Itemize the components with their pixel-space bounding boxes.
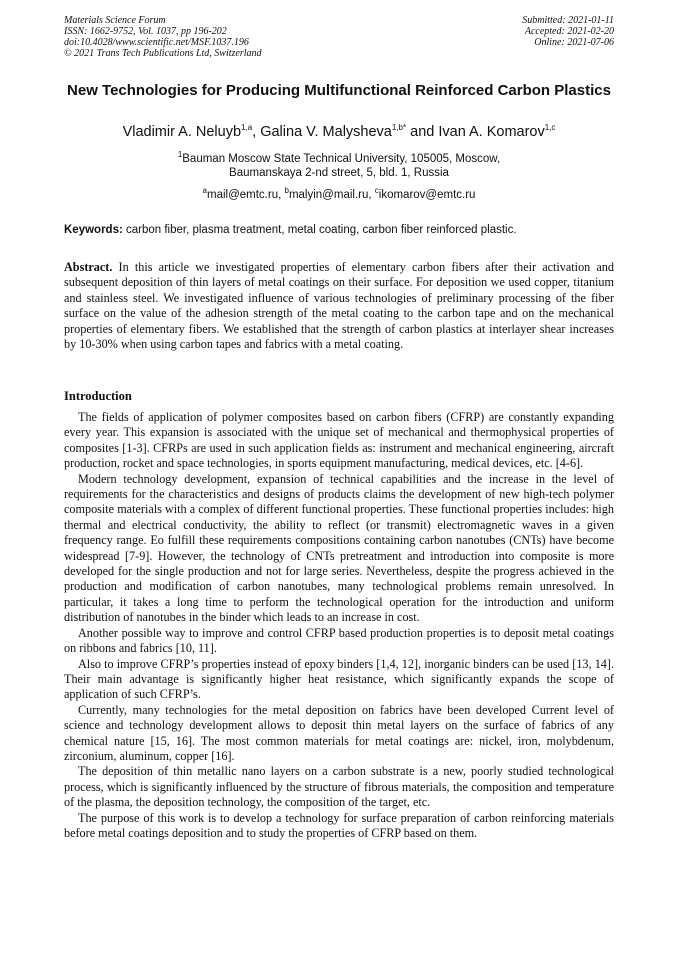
- accepted-date: Accepted: 2021-02-20: [524, 26, 614, 37]
- email-list: $^a$mail@emtc.ru, $^b$malyin@mail.ru, $^c$ikomarov@emtc.ru: [202, 186, 476, 201]
- affiliation-line-1: $^1$Bauman Moscow State Technical University, 105005, Moscow,: [177, 150, 501, 165]
- paragraph: The purpose of this work is to develop a technology for surface preparation of carbon reinforcing materials before metal coatings deposition and to study the properties of CFRP based on them.: [64, 810, 614, 840]
- author-name: Vladimir A. Neluyb: [122, 124, 242, 140]
- paper-title: New Technologies for Producing Multifunctional Reinforced Carbon Plastics: [67, 82, 611, 99]
- author-list: [64, 123, 614, 141]
- email-address: mail@emtc.ru: [207, 189, 279, 201]
- abstract: [64, 260, 614, 352]
- keywords-text: carbon fiber, plasma treatment, metal coating, carbon fiber reinforced plastic.: [122, 224, 517, 236]
- email-mark: b: [284, 186, 289, 196]
- paragraph: Another possible way to improve and control CFRP based production properties is to deposit metal coatings on ribbons and fabrics [10, 11].: [64, 625, 614, 656]
- keywords: [64, 223, 614, 237]
- online-date: Online: 2021-07-06: [534, 37, 614, 48]
- journal-name: Materials Science Forum: [64, 15, 166, 26]
- submitted-date: Submitted: 2021-01-11: [522, 15, 614, 26]
- paragraph: The deposition of thin metallic nano layers on a carbon substrate is a new, poorly studied technological process, which is significantly influenced by the structure of fibrous materials, the composition and temperature of the plasma, the deposition technology, the composition of the target, etc.: [64, 764, 614, 810]
- author-affiliation-mark: 1,a: [241, 123, 253, 133]
- paragraph: Modern technology development, expansion of technical capabilities and the increase in the level of requirements for the characteristics and designs of products claims the development of new high-tech polymer composite materials with a complex of different functional properties. These functional properties includes: high thermal and electrical conductivity, the ability to reflect (or transmit) electromagnetic waves in a given frequency range. Eo fulfill these requirements compositions containing carbon nanotubes (CNTs) have become widespread [7-9]. However, the technology of CNTs pretreatment and introduction into composite is more developed for the single production and not for large series. Nevertheless, despite the progress achieved in the production and modification of carbon nanotubes, many technological problems remain unresolved. In particular, it takes a long time to perform the technological operation for the introduction and uniform distribution of nanotubes in the binder which leads to an increase in cost.: [64, 471, 614, 625]
- affiliation-mark: 1: [177, 150, 183, 160]
- abstract-text: In this article we investigated properties of elementary carbon fibers after their activation and subsequent deposition of thin layers of metal coatings on their surface. For deposition we used copper, titanium and stainless steel. We investigated influence of various technologies of preliminary processing of the fiber surface on the value of the adhesion strength of the metal coating to the carbon tape and on the mechanical properties of elementary fibers. We established that the strength of carbon plastics at interlayer shear increases by 10-30% when using carbon tapes and fabrics with a metal coating.: [64, 260, 614, 352]
- journal-info: [64, 15, 262, 59]
- author-separator: ,: [252, 124, 261, 140]
- author-affiliation-mark: 1,c: [544, 123, 556, 133]
- author-name: Galina V. Malysheva: [260, 124, 392, 140]
- author-separator: and: [406, 124, 439, 140]
- affiliation: [64, 152, 614, 180]
- email-mark: a: [202, 186, 207, 196]
- paragraph: The fields of application of polymer composites based on carbon fibers (CFRP) are constantly expanding every year. This expansion is associated with the unique set of mechanical and thermophysical properties of composites [1-3]. CFRPs are used in such application fields as: instrument and mechanical engineering, aircraft production, rocket and space technologies, in sports equipment manufacturing, medical devices, etc. [4-6].: [64, 410, 614, 471]
- author-name: Ivan A. Komarov: [438, 124, 545, 140]
- email-address: ikomarov@emtc.ru: [378, 189, 476, 201]
- author-affiliation-mark: 1,b*: [391, 123, 407, 133]
- issn-line: ISSN: 1662-9752, Vol. 1037, pp 196-202: [64, 26, 227, 37]
- doi-line: doi:10.4028/www.scientific.net/MSF.1037.196: [64, 37, 249, 48]
- email-mark: c: [374, 186, 379, 196]
- publication-dates: [522, 15, 614, 48]
- section-heading-introduction: Introduction: [64, 389, 132, 403]
- abstract-label: Abstract.: [64, 260, 113, 274]
- paragraph: Currently, many technologies for the metal deposition on fabrics have been developed Current level of science and technology development allows to deposit thin metal layers on the surface of fabrics of any chemical nature [15, 16]. The most common materials for metal coatings are: nickel, iron, molybdenum, zirconium, aluminum, copper [16].: [64, 702, 614, 763]
- affiliation-line-2: Baumanskaya 2-nd street, 5, bld. 1, Russia: [229, 167, 449, 179]
- keywords-label: Keywords:: [64, 224, 123, 236]
- paragraph: Also to improve CFRP’s properties instead of epoxy binders [1,4, 12], inorganic binders can be used [13, 14]. Their main advantage is significantly higher heat resistance, which significantly expands the scope of application of such CFRP’s.: [64, 656, 614, 702]
- introduction-body: [64, 410, 614, 841]
- email-address: malyin@mail.ru: [288, 189, 369, 201]
- copyright-line: © 2021 Trans Tech Publications Ltd, Switzerland: [64, 48, 262, 59]
